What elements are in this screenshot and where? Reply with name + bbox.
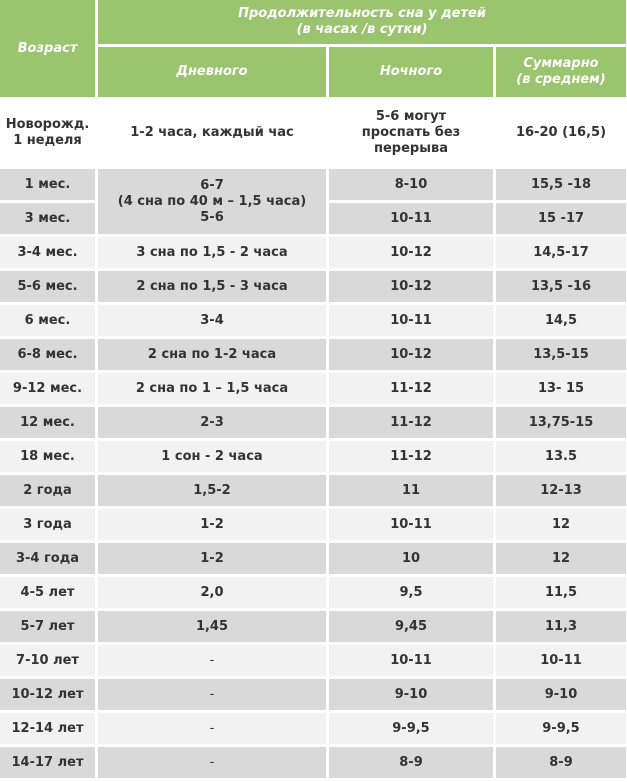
cell-age: 3 года [0,509,95,540]
cell-day-merged [98,169,326,234]
cell-total: 12 [496,543,626,574]
cell-age: 5-6 мес. [0,271,95,302]
cell-day: 2 сна по 1 – 1,5 часа [98,373,326,404]
cell-day: 2-3 [98,407,326,438]
header-total [496,47,626,97]
cell-day: 2 сна по 1-2 часа [98,339,326,370]
table-row [0,441,626,472]
table-row [0,611,626,642]
table-row [0,271,626,302]
cell-day-merged-line1: 6-7 [200,177,224,193]
cell-night: 11 [329,475,493,506]
cell-night: 10-11 [329,645,493,676]
cell-total: 10-11 [496,645,626,676]
cell-age: 18 мес. [0,441,95,472]
cell-night-line3: перерыва [374,141,448,156]
cell-day-merged-line3: 5-6 [200,209,224,225]
table-row [0,237,626,268]
cell-total: 13- 15 [496,373,626,404]
cell-age: 4-5 лет [0,577,95,608]
table-row [0,373,626,404]
header-group-line2: (в часах /в сутки) [296,22,428,37]
header-age [0,0,95,97]
header-night-label: Ночного [379,64,443,79]
cell-total: 14,5 [496,305,626,336]
cell-total: 11,3 [496,611,626,642]
table-row [0,713,626,744]
cell-day: 2 сна по 1,5 - 3 часа [98,271,326,302]
cell-day: 1,5-2 [98,475,326,506]
cell-night: 9-9,5 [329,713,493,744]
cell-total: 11,5 [496,577,626,608]
table-row [0,169,626,200]
cell-age: 12 мес. [0,407,95,438]
cell-day: 2,0 [98,577,326,608]
cell-night: 9,5 [329,577,493,608]
cell-age: 12-14 лет [0,713,95,744]
cell-day: 1-2 [98,509,326,540]
table-row [0,100,626,166]
cell-day: - [98,679,326,710]
cell-total: 12 [496,509,626,540]
cell-age: 1 мес. [0,169,95,200]
cell-age: 10-12 лет [0,679,95,710]
cell-age: 5-7 лет [0,611,95,642]
cell-age: 3-4 мес. [0,237,95,268]
cell-day: 3 сна по 1,5 - 2 часа [98,237,326,268]
cell-night: 10-12 [329,237,493,268]
cell-age-line1: Новорожд. [5,117,90,132]
cell-age: 7-10 лет [0,645,95,676]
cell-night: 10-12 [329,271,493,302]
cell-day: 3-4 [98,305,326,336]
table-row [0,679,626,710]
cell-night: 9,45 [329,611,493,642]
cell-day: - [98,713,326,744]
cell-day-merged-line2: (4 сна по 40 м – 1,5 часа) [117,193,307,209]
cell-age: 3-4 года [0,543,95,574]
cell-night-line1: 5-6 могут [375,109,447,124]
cell-day: 1-2 [98,543,326,574]
cell-night: 11-12 [329,407,493,438]
cell-total: 12-13 [496,475,626,506]
table-row [0,509,626,540]
cell-total: 16-20 (16,5) [496,100,626,166]
cell-day: 1,45 [98,611,326,642]
cell-night-line2: проспать без [361,125,461,140]
header-day [98,47,326,97]
cell-total: 9-10 [496,679,626,710]
header-day-label: Дневного [176,64,248,79]
cell-night: 10 [329,543,493,574]
cell-total: 13,75-15 [496,407,626,438]
cell-total: 13,5 -16 [496,271,626,302]
cell-day: 1-2 часа, каждый час [98,100,326,166]
table-row [0,407,626,438]
cell-night [329,100,493,166]
cell-night: 8-9 [329,747,493,778]
table-row [0,339,626,370]
table-row [0,305,626,336]
cell-age-line2: 1 неделя [13,133,82,148]
table-row [0,543,626,574]
cell-age: 6 мес. [0,305,95,336]
table-row [0,475,626,506]
header-total-line1: Суммарно [523,56,599,71]
cell-night: 10-12 [329,339,493,370]
header-group-line1: Продолжительность сна у детей [238,6,486,21]
cell-night: 8-10 [329,169,493,200]
cell-total: 9-9,5 [496,713,626,744]
cell-total: 13.5 [496,441,626,472]
cell-day: - [98,645,326,676]
cell-age [0,100,95,166]
header-age-label: Возраст [17,40,78,56]
cell-night: 9-10 [329,679,493,710]
table-row [0,747,626,778]
cell-day: - [98,747,326,778]
header-total-line2: (в среднем) [516,72,606,87]
table-row [0,577,626,608]
header-night [329,47,493,97]
cell-total: 14,5-17 [496,237,626,268]
cell-night: 11-12 [329,373,493,404]
cell-night: 10-11 [329,305,493,336]
cell-night: 10-11 [329,203,493,234]
cell-age: 14-17 лет [0,747,95,778]
cell-age: 9-12 мес. [0,373,95,404]
header-sleep-duration [98,0,626,44]
cell-age: 3 мес. [0,203,95,234]
table-row [0,645,626,676]
cell-age: 2 года [0,475,95,506]
cell-total: 15,5 -18 [496,169,626,200]
cell-total: 13,5-15 [496,339,626,370]
cell-total: 8-9 [496,747,626,778]
cell-night: 10-11 [329,509,493,540]
cell-age: 6-8 мес. [0,339,95,370]
cell-day: 1 сон - 2 часа [98,441,326,472]
cell-total: 15 -17 [496,203,626,234]
cell-night: 11-12 [329,441,493,472]
